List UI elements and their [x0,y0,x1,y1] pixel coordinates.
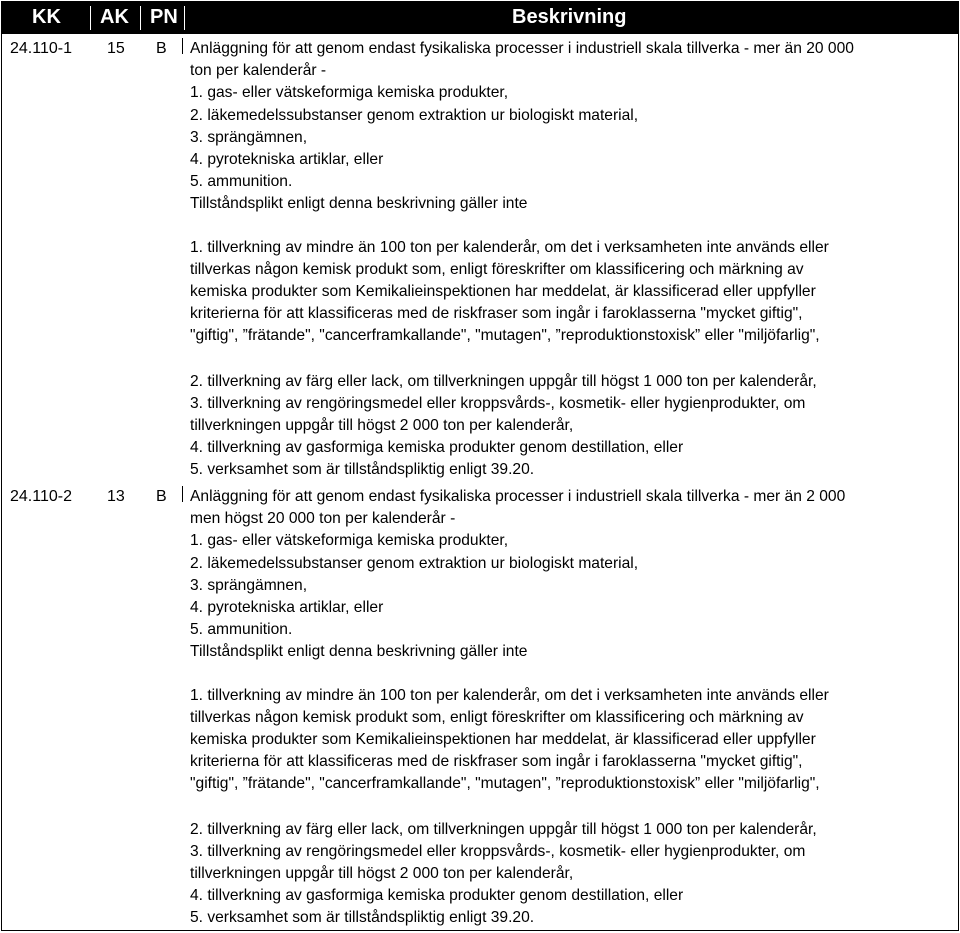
header-ak: AK [100,6,129,28]
description-line: 5. verksamhet som är tillståndspliktig enligt 39.20. [190,909,535,927]
table-header [2,2,958,34]
description-line: kriterierna för att klassificeras med de riskfraser som ingår i faroklasserna "mycket giftig", [190,753,803,771]
description-line: 2. tillverkning av färg eller lack, om tillverkningen uppgår till högst 1 000 ton per kalenderår, [190,820,817,838]
description-line: 4. tillverkning av gasformiga kemiska produkter genom destillation, eller [190,887,684,905]
description-line: 1. tillverkning av mindre än 100 ton per kalenderår, om det i verksamheten inte används eller [190,686,829,704]
description-line: 2. läkemedelssubstanser genom extraktion ur biologiskt material, [190,554,639,572]
description-line: 1. tillverkning av mindre än 100 ton per kalenderår, om det i verksamheten inte används eller [190,238,829,256]
description-line: 3. sprängämnen, [190,128,308,146]
header-divider [184,6,185,30]
description-line: 3. tillverkning av rengöringsmedel eller kroppsvårds-, kosmetik- eller hygienprodukter, om [190,842,806,860]
description-line: kriterierna för att klassificeras med de riskfraser som ingår i faroklasserna "mycket giftig", [190,305,803,323]
description-line: kemiska produkter som Kemikalieinspektionen har meddelat, är klassificerad eller uppfyller [190,283,816,301]
description-line: 4. tillverkning av gasformiga kemiska produkter genom destillation, eller [190,439,684,457]
row-ak: 15 [107,40,125,57]
description-line: tillverkningen uppgår till högst 2 000 ton per kalenderår, [190,865,574,883]
row-kk: 24.110-2 [10,488,72,505]
description-line: 1. gas- eller vätskeformiga kemiska produkter, [190,84,509,102]
description-line: tillverkningen uppgår till högst 2 000 ton per kalenderår, [190,417,574,435]
row-description [190,38,950,482]
row-ak: 13 [107,488,125,505]
description-line: 4. pyrotekniska artiklar, eller [190,599,384,617]
table-row [2,486,958,926]
description-line: 5. ammunition. [190,621,293,639]
header-description: Beskrivning [512,6,627,28]
description-line: 5. ammunition. [190,173,293,191]
column-divider [182,486,183,502]
header-divider [90,6,91,30]
description-line: Tillståndsplikt enligt denna beskrivning gäller inte [190,643,528,661]
document-page [1,1,959,931]
header-pn: PN [150,6,178,28]
description-line: 2. läkemedelssubstanser genom extraktion ur biologiskt material, [190,106,639,124]
description-line: 5. verksamhet som är tillståndspliktig enligt 39.20. [190,461,535,479]
row-pn: B [156,40,167,57]
header-kk: KK [32,6,61,28]
description-line: "giftig", ”frätande", "cancerframkallande", "mutagen", ”reproduktionstoxisk” eller "miljöfarlig", [190,775,820,793]
row-kk: 24.110-1 [10,40,72,57]
description-line: men högst 20 000 ton per kalenderår - [190,510,456,528]
column-divider [182,38,183,54]
description-line: kemiska produkter som Kemikalieinspektionen har meddelat, är klassificerad eller uppfyller [190,731,816,749]
description-line: 2. tillverkning av färg eller lack, om tillverkningen uppgår till högst 1 000 ton per kalenderår, [190,372,817,390]
table-row [2,38,958,478]
description-line: "giftig", ”frätande", "cancerframkallande", "mutagen", ”reproduktionstoxisk” eller "miljöfarlig", [190,327,820,345]
row-description [190,486,950,930]
description-line: Anläggning för att genom endast fysikaliska processer i industriell skala tillverka - mer än 20 000 [190,40,854,57]
description-line: tillverkas någon kemisk produkt som, enligt föreskrifter om klassificering och märkning av [190,708,804,726]
description-line: tillverkas någon kemisk produkt som, enligt föreskrifter om klassificering och märkning av [190,260,804,278]
header-divider [140,6,141,30]
row-pn: B [156,488,167,505]
description-line: 3. sprängämnen, [190,576,308,594]
description-line: 4. pyrotekniska artiklar, eller [190,151,384,169]
description-line: 3. tillverkning av rengöringsmedel eller kroppsvårds-, kosmetik- eller hygienprodukter, om [190,394,806,412]
description-line: 1. gas- eller vätskeformiga kemiska produkter, [190,532,509,550]
description-line: Tillståndsplikt enligt denna beskrivning gäller inte [190,195,528,213]
description-line: Anläggning för att genom endast fysikaliska processer i industriell skala tillverka - mer än 2 000 [190,488,846,505]
description-line: ton per kalenderår - [190,62,327,80]
